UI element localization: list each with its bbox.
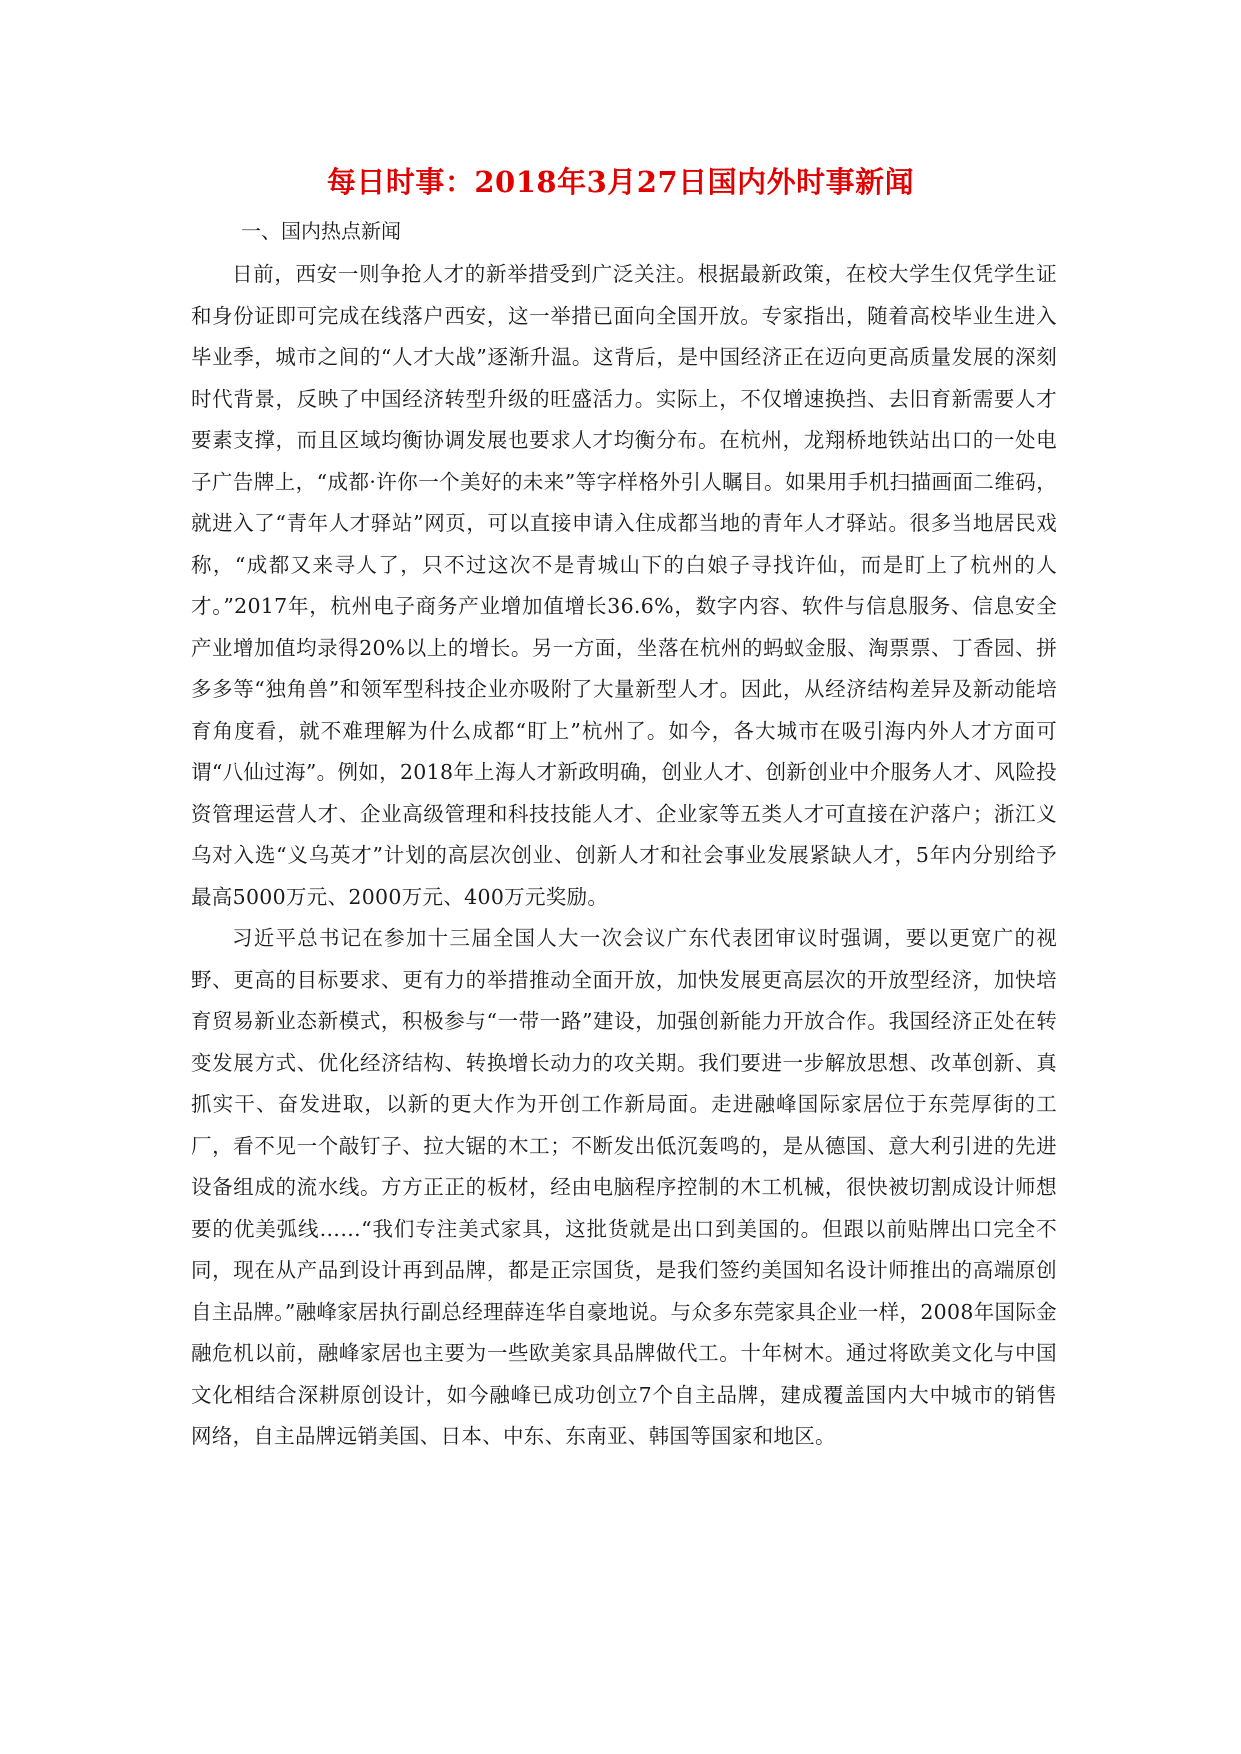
article-body [191,254,1057,1458]
article-paragraph: 日前，西安一则争抢人才的新举措受到广泛关注。根据最新政策，在校大学生仅凭学生证和身份证即可完成在线落户西安，这一举措已面向全国开放。专家指出，随着高校毕业生进入毕业季，城市之间的“人才大战”逐渐升温。这背后，是中国经济正在迈向更高质量发展的深刻时代背景，反映了中国经济转型升级的旺盛活力。实际上，不仅增速换挡、去旧育新需要人才要素支撑，而且区域均衡协调发展也要求人才均衡分布。在杭州，龙翔桥地铁站出口的一处电子广告牌上，“成都·许你一个美好的未来”等字样格外引人瞩目。如果用手机扫描画面二维码，就进入了“青年人才驿站”网页，可以直接申请入住成都当地的青年人才驿站。很多当地居民戏称，“成都又来寻人了，只不过这次不是青城山下的白娘子寻找许仙，而是盯上了杭州的人才。”2017年，杭州电子商务产业增加值增长36.6%，数字内容、软件与信息服务、信息安全产业增加值均录得20%以上的增长。另一方面，坐落在杭州的蚂蚁金服、淘票票、丁香园、拼多多等“独角兽”和领军型科技企业亦吸附了大量新型人才。因此，从经济结构差异及新动能培育角度看，就不难理解为什么成都“盯上”杭州了。如今，各大城市在吸引海内外人才方面可谓“八仙过海”。例如，2018年上海人才新政明确，创业人才、创新创业中介服务人才、风险投资管理运营人才、企业高级管理和科技技能人才、企业家等五类人才可直接在沪落户；浙江义乌对入选“义乌英才”计划的高层次创业、创新人才和社会事业发展紧缺人才，5年内分别给予最高5000万元、2000万元、400万元奖励。 [191,262,1057,909]
section-heading: 一、国内热点新闻 [241,219,401,243]
document-title: 每日时事：2018年3月27日国内外时事新闻 [326,165,915,199]
article-paragraph: 习近平总书记在参加十三届全国人大一次会议广东代表团审议时强调，要以更宽广的视野、更高的目标要求、更有力的举措推动全面开放，加快发展更高层次的开放型经济，加快培育贸易新业态新模式，积极参与“一带一路”建设，加强创新能力开放合作。我国经济正处在转变发展方式、优化经济结构、转换增长动力的攻关期。我们要进一步解放思想、改革创新、真抓实干、奋发进取，以新的更大作为开创工作新局面。走进融峰国际家居位于东莞厚街的工厂，看不见一个敲钉子、拉大锯的木工；不断发出低沉轰鸣的，是从德国、意大利引进的先进设备组成的流水线。方方正正的板材，经由电脑程序控制的木工机械，很快被切割成设计师想要的优美弧线……“我们专注美式家具，这批货就是出口到美国的。但跟以前贴牌出口完全不同，现在从产品到设计再到品牌，都是正宗国货，是我们签约美国知名设计师推出的高端原创自主品牌。”融峰家居执行副总经理薛连华自豪地说。与众多东莞家具企业一样，2008年国际金融危机以前，融峰家居也主要为一些欧美家具品牌做代工。十年树木。通过将欧美文化与中国文化相结合深耕原创设计，如今融峰已成功创立7个自主品牌，建成覆盖国内大中城市的销售网络，自主品牌远销美国、日本、中东、东南亚、韩国等国家和地区。 [191,926,1057,1448]
